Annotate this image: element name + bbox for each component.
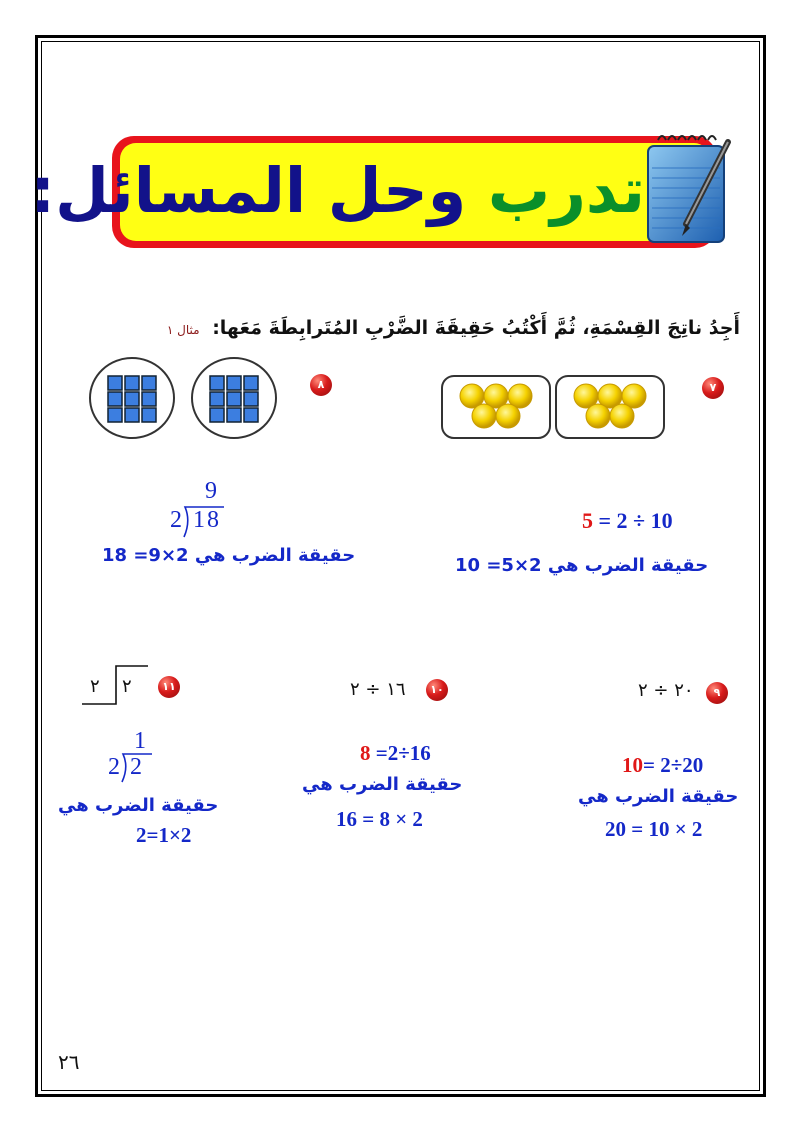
instruction-text: أَجِدُ ناتِجَ القِسْمَةِ، ثُمَّ أَكْتُبُ حَقِيقَةَ الضَّرْبِ المُتَرابِطَةَ مَعَها: <box>212 317 740 339</box>
problem-8-badge: ٨ <box>310 374 332 396</box>
problem-11-divisor: 2 <box>108 754 120 780</box>
problem-9-answer-equation: = 2÷20 <box>643 753 704 777</box>
problem-9-badge: ٩ <box>706 682 728 704</box>
title-word-solve: وحل المسائل: <box>30 154 488 227</box>
problem-11-quotient: 1 <box>134 728 146 754</box>
problem-7-answer-equation: = 2 ÷ 10 <box>593 508 673 533</box>
problem-10-answer-equation: =2÷16 <box>370 741 431 765</box>
problem-8-dividend: 18 <box>193 507 221 533</box>
problem-10-answer-result: 8 <box>360 741 371 765</box>
problem-11-badge: ١١ <box>158 676 180 698</box>
problem-9-fact-label: حقيقة الضرب هي <box>578 786 739 807</box>
problem-10-badge: ١٠ <box>426 679 448 701</box>
problem-10-fact-equation: 16 = 8 × 2 <box>336 807 423 831</box>
problem-11-fact-label: حقيقة الضرب هي <box>58 795 219 816</box>
title-word-practice: تدرب <box>487 154 645 227</box>
problem-7-groups-illustration <box>438 372 698 442</box>
problem-8-multiplication-fact: حقيقة الضرب هي 2×9= 18 <box>102 545 356 566</box>
problem-7-multiplication-fact: حقيقة الضرب هي 2×5= 10 <box>455 555 709 576</box>
notepad-pen-icon <box>640 128 736 248</box>
problem-9-question: ٢٠ ÷ ٢ <box>638 680 694 701</box>
problem-11-question-dividend: ٢ <box>122 676 132 697</box>
problem-11-question-divisor: ٢ <box>90 676 100 697</box>
problem-9-fact-equation: 20 = 10 × 2 <box>605 817 703 841</box>
problem-9-answer <box>622 753 703 778</box>
problem-7-answer-result: 5 <box>582 508 593 533</box>
problem-9-answer-result: 10 <box>622 753 643 777</box>
instruction-line <box>166 308 740 348</box>
problem-7-answer <box>582 508 673 534</box>
page-title <box>30 146 645 236</box>
page-number: ٢٦ <box>58 1050 80 1074</box>
problem-11-fact-equation: 2=1×2 <box>136 823 192 847</box>
problem-8-divisor: 2 <box>170 507 182 533</box>
problem-10-answer <box>360 741 431 766</box>
problem-10-fact-label: حقيقة الضرب هي <box>302 774 463 795</box>
problem-10-question: ١٦ ÷ ٢ <box>350 679 406 700</box>
problem-11-dividend: 2 <box>130 754 142 780</box>
problem-8-quotient: 9 <box>205 478 217 504</box>
problem-8-groups-illustration <box>86 356 286 442</box>
problem-7-badge: ٧ <box>702 377 724 399</box>
example-label: مثال ١ <box>166 323 200 337</box>
